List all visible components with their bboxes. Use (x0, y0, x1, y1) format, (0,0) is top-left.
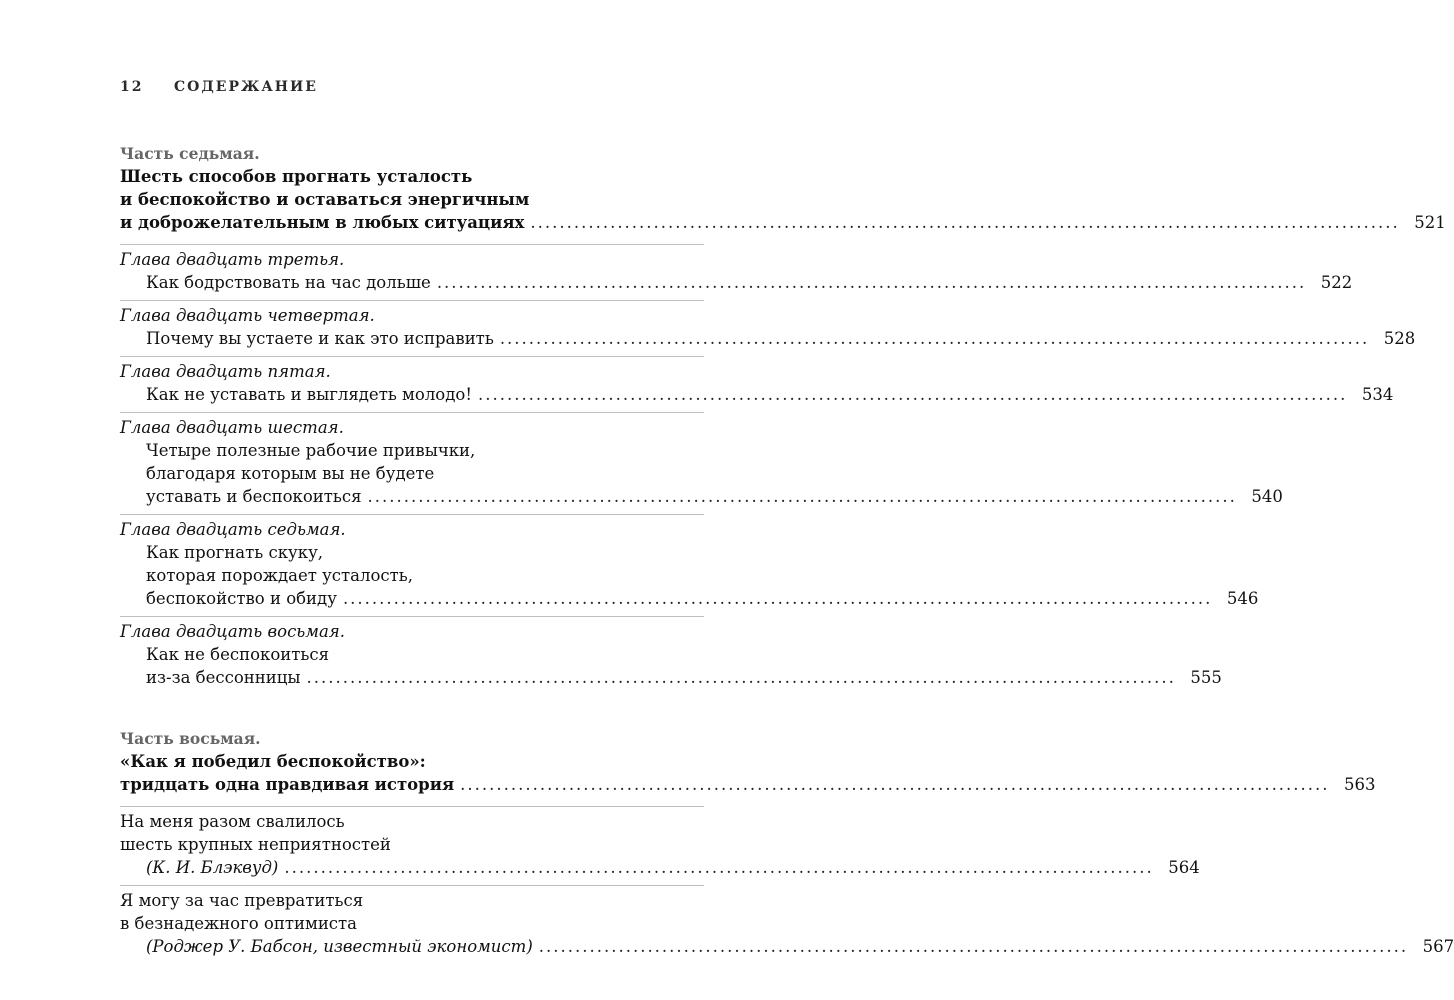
chapter-title: Как бодрствовать на час дольше (146, 273, 431, 292)
toc-entry[interactable] (120, 485, 1283, 508)
part-eight-title-line: тридцать одна правдивая история (120, 775, 455, 794)
part-seven-title-line: Шесть способов прогнать усталость (120, 167, 473, 186)
page-ref: 522 (1320, 273, 1353, 292)
page-ref: 567 (1422, 937, 1454, 956)
toc-entry[interactable] (120, 587, 1259, 610)
story-entry (120, 806, 1200, 879)
story-title: Я могу за час превратиться (120, 891, 364, 910)
chapter-title: уставать и беспокоиться (146, 487, 362, 506)
chapter-title: Как прогнать скуку, (146, 543, 324, 562)
page-ref: 540 (1251, 487, 1283, 506)
dot-leader: ........................................................................................................................ (436, 273, 1307, 292)
chapter-title: благодаря которым вы не будете (146, 464, 435, 483)
chapter-title: беспокойство и обиду (146, 589, 337, 608)
page-header (120, 79, 318, 95)
part-eight (120, 727, 1376, 796)
chapter-23 (120, 244, 1353, 294)
part-seven-label: Часть седьмая. (120, 144, 260, 163)
chapter-25 (120, 356, 1394, 406)
dot-leader: ........................................................................................................................ (342, 589, 1213, 608)
chapter-label: Глава двадцать третья. (120, 250, 345, 269)
toc-entry[interactable] (120, 383, 1394, 406)
chapter-27 (120, 514, 1259, 610)
toc-entry[interactable] (120, 271, 1353, 294)
chapter-title: Почему вы устаете и как это исправить (146, 329, 494, 348)
page-ref: 546 (1226, 589, 1259, 608)
story-entry (120, 885, 1454, 958)
dot-leader: ........................................................................................................................ (460, 775, 1330, 794)
chapter-24 (120, 300, 1416, 350)
chapter-label: Глава двадцать пятая. (120, 362, 331, 381)
chapter-label: Глава двадцать восьмая. (120, 622, 345, 641)
page-ref: 564 (1168, 858, 1200, 877)
toc-entry[interactable] (120, 211, 1446, 234)
header-title: СОДЕРЖАНИЕ (174, 79, 318, 95)
toc-entry[interactable] (120, 856, 1200, 879)
toc-entry[interactable] (120, 773, 1376, 796)
dot-leader: ........................................................................................................................ (367, 487, 1237, 506)
story-author: (Роджер У. Бабсон, известный экономист) (146, 937, 533, 956)
chapter-title: Четыре полезные рабочие привычки, (146, 441, 476, 460)
page-ref: 534 (1361, 385, 1394, 404)
part-seven (120, 142, 1446, 234)
table-of-contents (120, 142, 1454, 958)
page-ref: 555 (1190, 668, 1222, 687)
part-eight-label: Часть восьмая. (120, 729, 261, 748)
toc-entry[interactable] (120, 666, 1222, 689)
page-number: 12 (120, 79, 144, 95)
chapter-title: Как не беспокоиться (146, 645, 330, 664)
chapter-label: Глава двадцать шестая. (120, 418, 344, 437)
dot-leader: ........................................................................................................................ (499, 329, 1370, 348)
story-title: На меня разом свалилось (120, 812, 345, 831)
page-ref: 528 (1383, 329, 1416, 348)
dot-leader: ........................................................................................................................ (538, 937, 1409, 956)
chapter-26 (120, 412, 1283, 508)
dot-leader: ........................................................................................................................ (530, 213, 1400, 232)
chapter-28 (120, 616, 1222, 689)
toc-entry[interactable] (120, 327, 1416, 350)
page-ref: 563 (1344, 775, 1376, 794)
dot-leader: ........................................................................................................................ (284, 858, 1154, 877)
chapter-title: которая порождает усталость, (146, 566, 414, 585)
part-seven-title-line: и доброжелательным в любых ситуациях (120, 213, 525, 232)
dot-leader: ........................................................................................................................ (306, 668, 1176, 687)
chapter-label: Глава двадцать седьмая. (120, 520, 346, 539)
dot-leader: ........................................................................................................................ (477, 385, 1348, 404)
toc-entry[interactable] (120, 935, 1454, 958)
story-title: в безнадежного оптимиста (120, 914, 358, 933)
story-title: шесть крупных неприятностей (120, 835, 391, 854)
chapter-title: из-за бессонницы (146, 668, 301, 687)
chapter-label: Глава двадцать четвертая. (120, 306, 375, 325)
part-seven-title-line: и беспокойство и оставаться энергичным (120, 190, 530, 209)
story-author: (К. И. Блэквуд) (146, 858, 279, 877)
chapter-title: Как не уставать и выглядеть молодо! (146, 385, 472, 404)
page-ref: 521 (1414, 213, 1446, 232)
part-eight-title-line: «Как я победил беспокойство»: (120, 752, 426, 771)
